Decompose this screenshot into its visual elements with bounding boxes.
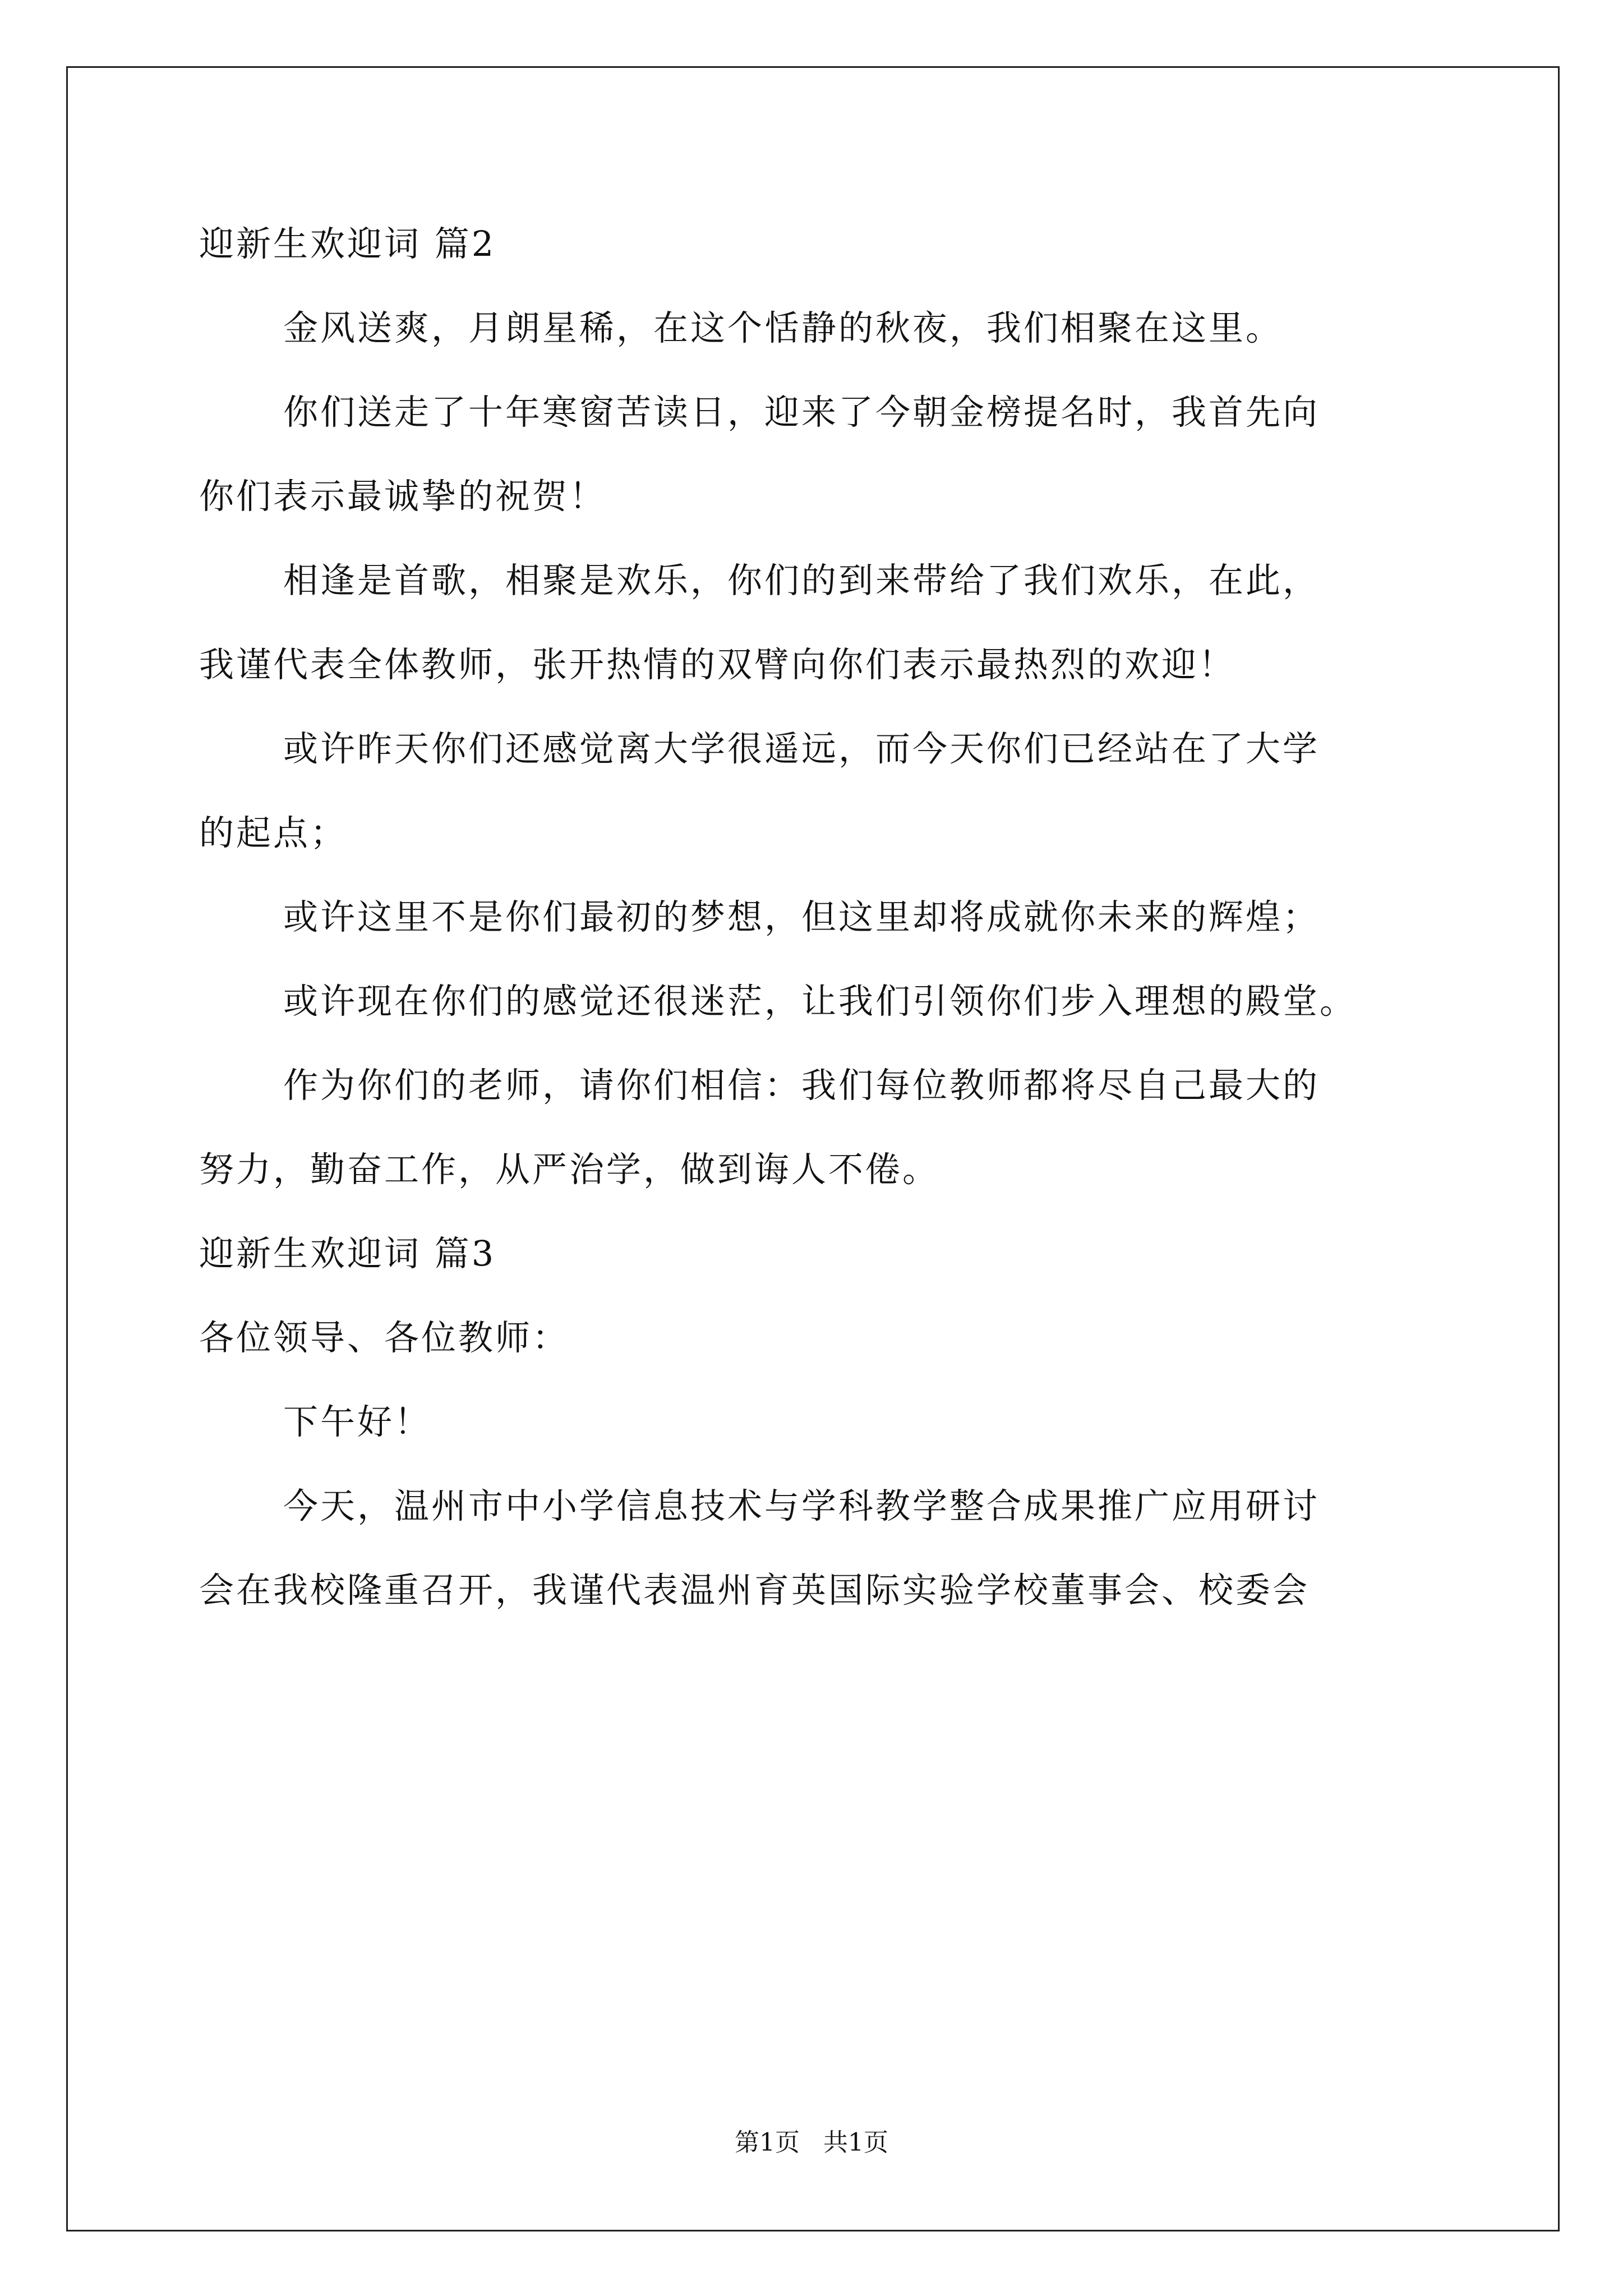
paragraph-line: 或许昨天你们还感觉离大学很遥远，而今天你们已经站在了大学 [283, 728, 1320, 769]
section-heading: 迎新生欢迎词 篇3 [199, 1233, 496, 1274]
paragraph-line: 努力，勤奋工作，从严治学，做到诲人不倦。 [199, 1149, 940, 1190]
paragraph-line: 作为你们的老师，请你们相信：我们每位教师都将尽自己最大的 [283, 1065, 1320, 1106]
paragraph-line: 相逢是首歌，相聚是欢乐，你们的到来带给了我们欢乐，在此， [283, 560, 1320, 601]
paragraph-line: 的起点； [199, 812, 348, 853]
paragraph-line: 或许这里不是你们最初的梦想，但这里却将成就你未来的辉煌； [283, 896, 1320, 937]
paragraph-line: 金风送爽，月朗星稀，在这个恬静的秋夜，我们相聚在这里。 [283, 307, 1283, 348]
section-heading: 迎新生欢迎词 篇2 [199, 223, 496, 264]
paragraph-line: 你们表示最诚挚的祝贺！ [199, 476, 607, 517]
page-footer: 第1页 共1页 [735, 2128, 888, 2157]
paragraph-line: 我谨代表全体教师，张开热情的双臂向你们表示最热烈的欢迎！ [199, 644, 1236, 685]
paragraph-line: 你们送走了十年寒窗苦读日，迎来了今朝金榜提名时，我首先向 [283, 392, 1320, 432]
salutation: 各位领导、各位教师： [199, 1317, 570, 1358]
paragraph-line: 今天，温州市中小学信息技术与学科教学整合成果推广应用研讨 [283, 1485, 1320, 1526]
paragraph-line: 或许现在你们的感觉还很迷茫，让我们引领你们步入理想的殿堂。 [283, 981, 1357, 1022]
paragraph-line: 会在我校隆重召开，我谨代表温州育英国际实验学校董事会、校委会 [199, 1570, 1310, 1611]
greeting: 下午好！ [283, 1401, 432, 1442]
